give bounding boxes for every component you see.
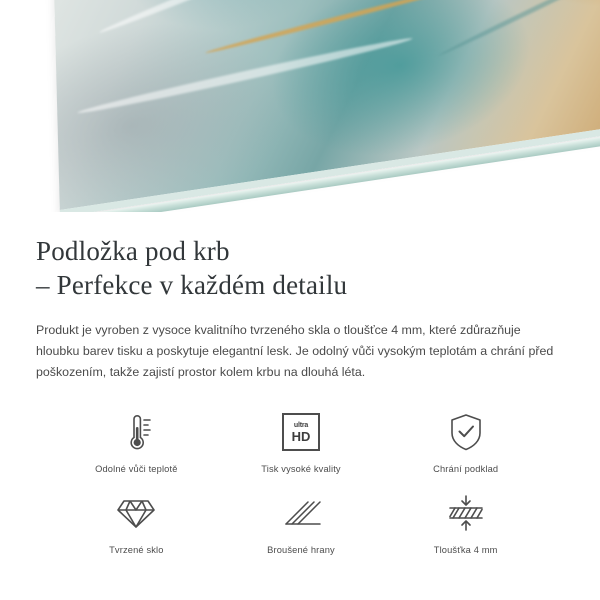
feature-item-thickness [383,490,548,555]
thermometer-icon [116,409,156,455]
feature-caption: Tloušťka 4 mm [433,545,498,555]
feature-item-print-quality [219,409,384,474]
feature-item-surface-protection [383,409,548,474]
marble-vein [437,0,600,58]
feature-item-tempered-glass [54,490,219,555]
feature-item-temperature [54,409,219,474]
diamond-icon [115,490,157,536]
sparkle-icon-secondary [507,165,549,207]
ultra-hd-box [282,413,320,451]
page-title-line-1: Podložka pod krb [36,236,230,266]
hero-image-inner [0,0,600,212]
sparkle-icon [505,163,551,209]
product-description: Produkt je vyroben z vysoce kvalitního tvrzeného skla o tloušťce 4 mm, které zdůrazňuje hloubku barev tisku a poskytuje elegantní lesk. Je odolný vůči vysokým teplotám a chrání před poškozením, takže zajistí prostor kolem krbu na dlouhá léta. [36,323,554,379]
page-title-line-2: – Perfekce v každém detailu [36,270,348,300]
thickness-arrows-icon [444,490,488,536]
feature-caption: Odolné vůči teplotě [95,464,178,474]
sparkle-core [521,179,535,193]
feature-caption: Chrání podklad [433,464,499,474]
marble-vein [77,34,413,117]
feature-grid [36,409,566,555]
ultra-hd-icon [282,409,320,455]
feature-caption: Tvrzené sklo [109,545,164,555]
marble-glass-panel [51,0,600,212]
shield-check-icon [447,409,485,455]
marble-vein [205,0,461,55]
content-block [0,212,600,555]
ultra-hd-bottom-label: HD [291,428,311,444]
polished-edges-icon [280,490,322,536]
feature-caption: Broušené hrany [267,545,335,555]
feature-caption: Tisk vysoké kvality [261,464,341,474]
page-title [36,234,566,302]
ultra-hd-top-label: ultra [293,421,309,429]
hero-image [0,0,600,212]
feature-item-polished-edges [219,490,384,555]
